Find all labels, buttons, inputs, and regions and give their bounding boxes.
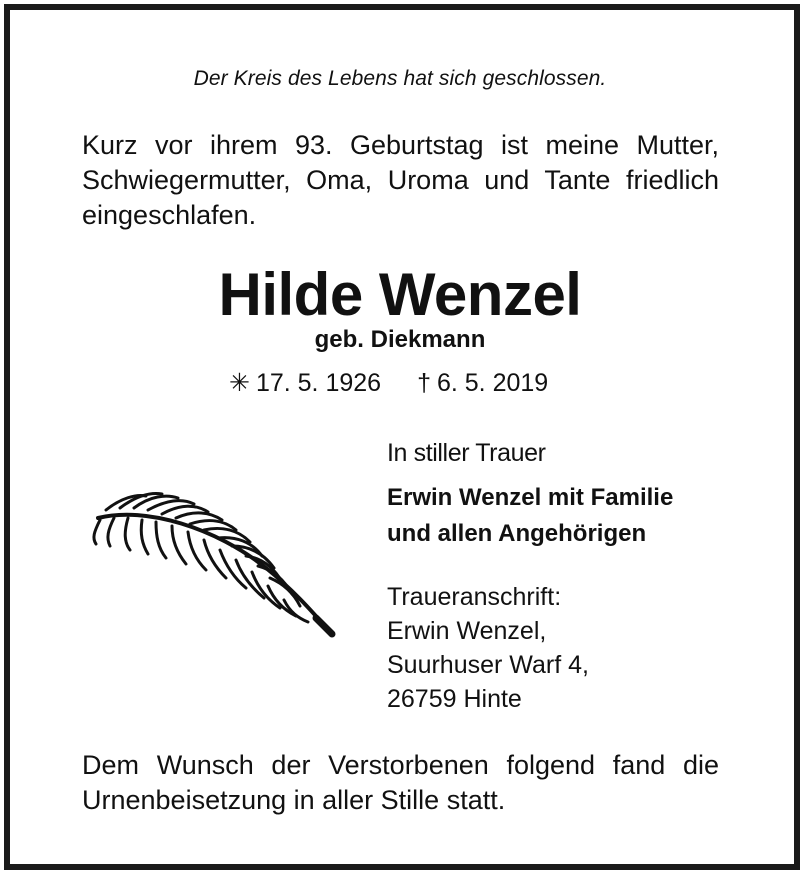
death-date: 6. 5. 2019 — [436, 369, 549, 397]
birth-date: 17. 5. 1926 — [255, 369, 382, 397]
family-line-1: Erwin Wenzel mit Familie — [387, 484, 674, 511]
address-street: Suurhuser Warf 4, — [387, 651, 589, 679]
address-label: Traueranschrift: — [387, 583, 562, 611]
death-cross-icon: † — [417, 369, 431, 397]
deceased-name: Hilde Wenzel — [218, 261, 582, 328]
mourning-phrase: In stiller Trauer — [387, 439, 546, 467]
birth-symbol-icon: ✳ — [229, 369, 250, 397]
address-city: 26759 Hinte — [387, 685, 522, 713]
closing-paragraph: Dem Wunsch der Verstorbenen folgend fand die Urnenbeisetzung in aller Stille statt. — [82, 750, 719, 815]
mourning-family — [387, 480, 673, 552]
family-line-2: und allen Angehörigen — [387, 520, 647, 547]
intro-paragraph: Kurz vor ihrem 93. Geburtstag ist meine Mutter, Schwiegermutter, Oma, Uroma und Tante friedlich eingeschlafen. — [82, 130, 719, 230]
motto: Der Kreis des Lebens hat sich geschlossen. — [193, 67, 607, 90]
maiden-name: geb. Diekmann — [314, 326, 486, 353]
feather-icon — [86, 488, 338, 640]
life-dates — [229, 368, 548, 398]
mourning-address — [387, 580, 589, 716]
address-name: Erwin Wenzel, — [387, 617, 547, 645]
